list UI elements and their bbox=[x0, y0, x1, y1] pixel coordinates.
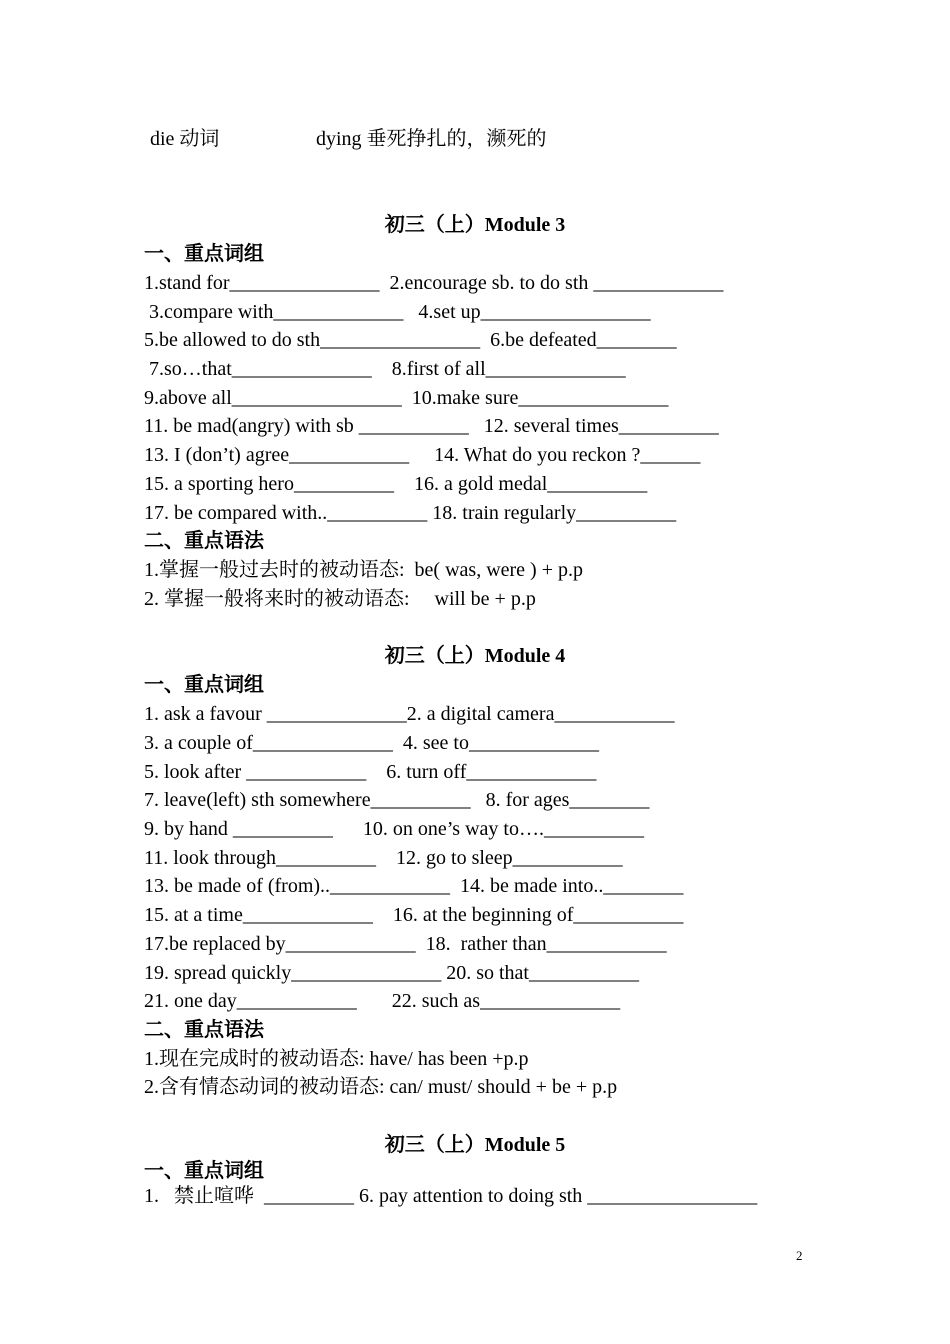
module3-phrase-line: 17. be compared with..__________ 18. train regularly__________ bbox=[144, 502, 677, 524]
module5-section-phrases: 一、重点词组 bbox=[144, 1160, 264, 1182]
module4-phrase-line: 17.be replaced by_____________ 18. rather than____________ bbox=[144, 933, 667, 955]
module3-grammar-line: 1.掌握一般过去时的被动语态: be( was, were ) + p.p bbox=[144, 559, 583, 581]
module4-phrase-line: 11. look through__________ 12. go to sleep___________ bbox=[144, 847, 623, 869]
module4-title: 初三（上）Module 4 bbox=[384, 645, 566, 667]
module4-phrase-line: 19. spread quickly_______________ 20. so that___________ bbox=[144, 962, 639, 984]
intro-left-text: die 动词 bbox=[150, 128, 220, 150]
module3-phrase-line: 15. a sporting hero__________ 16. a gold medal__________ bbox=[144, 473, 648, 495]
module4-phrase-line: 15. at a time_____________ 16. at the beginning of___________ bbox=[144, 904, 684, 926]
module3-grammar-line: 2. 掌握一般将来时的被动语态: will be + p.p bbox=[144, 588, 536, 610]
module4-phrase-line: 1. ask a favour ______________2. a digital camera____________ bbox=[144, 703, 675, 725]
module5-title: 初三（上）Module 5 bbox=[384, 1134, 566, 1156]
module4-grammar-line: 1.现在完成时的被动语态: have/ has been +p.p bbox=[144, 1048, 529, 1070]
module3-title: 初三（上）Module 3 bbox=[384, 214, 566, 236]
module4-phrase-line: 21. one day____________ 22. such as______________ bbox=[144, 990, 621, 1012]
module3-phrase-line: 5.be allowed to do sth________________ 6.be defeated________ bbox=[144, 329, 677, 351]
intro-right-text: dying 垂死挣扎的，濒死的 bbox=[316, 128, 547, 150]
module3-section-phrases: 一、重点词组 bbox=[144, 243, 264, 265]
module3-phrase-line: 9.above all_________________ 10.make sure_______________ bbox=[144, 387, 669, 409]
module4-phrase-line: 13. be made of (from)..____________ 14. be made into..________ bbox=[144, 875, 684, 897]
module4-section-grammar: 二、重点语法 bbox=[144, 1019, 264, 1041]
module4-phrase-line: 7. leave(left) sth somewhere__________ 8. for ages________ bbox=[144, 789, 650, 811]
module4-phrase-line: 5. look after ____________ 6. turn off_____________ bbox=[144, 761, 597, 783]
module3-phrase-line: 7.so…that______________ 8.first of all______________ bbox=[144, 358, 626, 380]
module3-phrase-line: 13. I (don’t) agree____________ 14. What do you reckon ?______ bbox=[144, 444, 701, 466]
module3-phrase-line: 11. be mad(angry) with sb ___________ 12. several times__________ bbox=[144, 415, 719, 437]
module4-grammar-line: 2.含有情态动词的被动语态: can/ must/ should + be + p.p bbox=[144, 1076, 618, 1098]
module3-phrase-line: 1.stand for_______________ 2.encourage sb. to do sth _____________ bbox=[144, 272, 724, 294]
module4-phrase-line: 9. by hand __________ 10. on one’s way to….__________ bbox=[144, 818, 644, 840]
module3-phrase-line: 3.compare with_____________ 4.set up_________________ bbox=[144, 301, 651, 323]
module4-phrase-line: 3. a couple of______________ 4. see to_____________ bbox=[144, 732, 599, 754]
module3-section-grammar: 二、重点语法 bbox=[144, 530, 264, 552]
module5-phrase-line: 1. 禁止喧哗 _________ 6. pay attention to doing sth _________________ bbox=[144, 1185, 758, 1207]
page-number: 2 bbox=[796, 1248, 803, 1263]
module4-section-phrases: 一、重点词组 bbox=[144, 674, 264, 696]
